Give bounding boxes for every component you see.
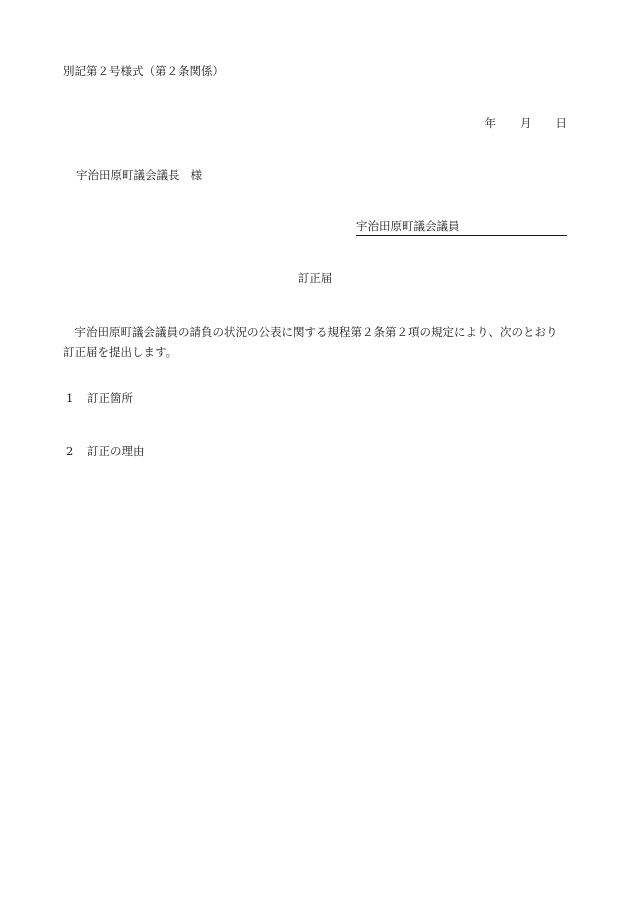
submitter-label: 宇治田原町議会議員 [356, 219, 460, 233]
date-day-label: 日 [555, 116, 567, 130]
date-line [485, 118, 568, 130]
item-label: 訂正箇所 [87, 391, 133, 405]
item-number: 2 [66, 444, 74, 458]
addressee-name: 宇治田原町議会議長 [76, 168, 180, 182]
date-year-label: 年 [484, 116, 496, 130]
form-number-label: 別記第２号様式（第２条関係） [63, 64, 224, 78]
submitter-signature-line [356, 221, 567, 236]
item-number: 1 [66, 391, 74, 405]
addressee-honorific: 様 [190, 168, 202, 182]
list-item-correction-reason [66, 446, 145, 458]
document-title: 訂正届 [297, 271, 333, 285]
document-body: 宇治田原町議会議員の請負の状況の公表に関する規程第２条第２項の規定により、次のとおり訂正届を提出します。 [63, 325, 558, 359]
date-month-label: 月 [520, 116, 532, 130]
list-item-correction-location [66, 393, 133, 405]
addressee-line [76, 170, 202, 182]
item-label: 訂正の理由 [87, 444, 145, 458]
